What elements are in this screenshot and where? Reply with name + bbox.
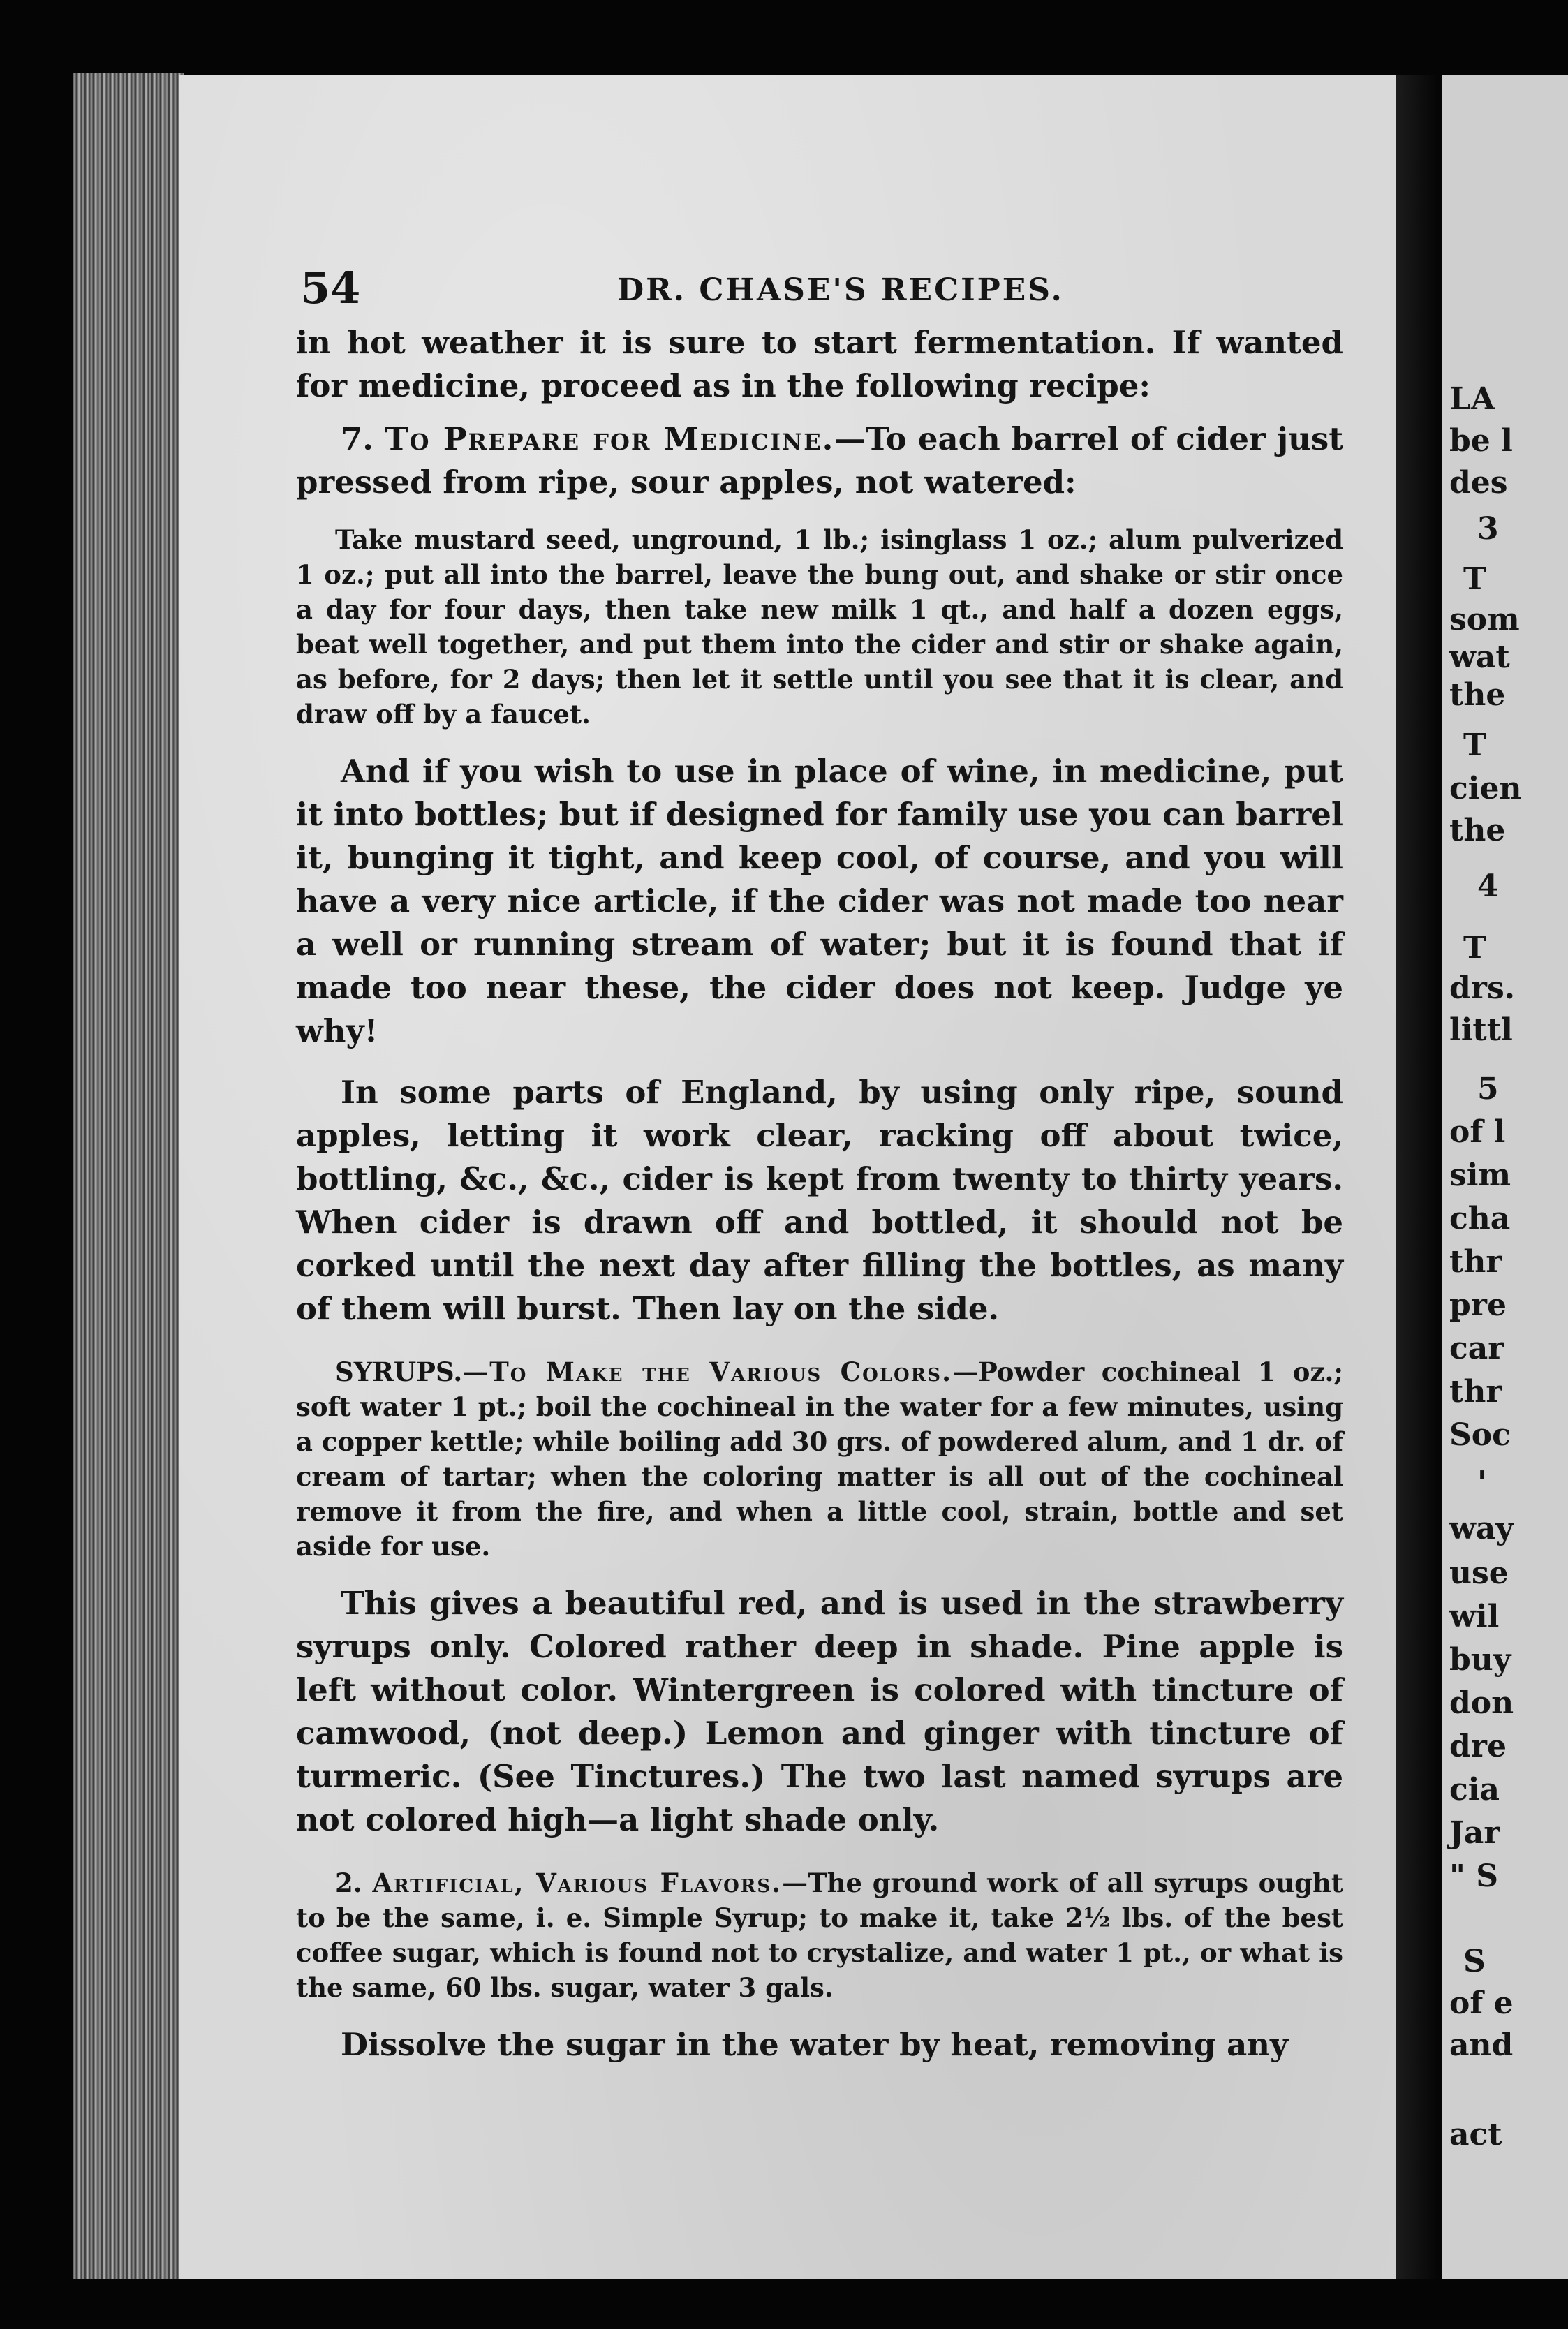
adjacent-fragment: 4 bbox=[1477, 868, 1499, 904]
adjacent-fragment: buy bbox=[1449, 1642, 1511, 1678]
page-edges bbox=[73, 73, 184, 2279]
adjacent-fragment: don bbox=[1449, 1685, 1514, 1721]
running-title: DR. CHASE'S RECIPES. bbox=[617, 272, 1064, 308]
paragraph-continuation: in hot weather it is sure to start fermentation. If wanted for medicine, proceed as in the following recipe: bbox=[296, 324, 1343, 404]
adjacent-fragment: cha bbox=[1449, 1201, 1511, 1236]
paragraph-england: In some parts of England, by using only ripe, sound apples, letting it work clear, racking off about twice, bottling, &c., &c., cider is kept from twenty to thirty years. When cider is drawn off and bottled, it should not be corked until the next day after filling the bottles, as many of them will burst. Then lay on the side. bbox=[296, 1074, 1343, 1327]
adjacent-fragment: drs. bbox=[1449, 970, 1516, 1006]
adjacent-fragment: som bbox=[1449, 602, 1520, 637]
adjacent-fragment: LA bbox=[1449, 381, 1495, 417]
adjacent-fragment: ' bbox=[1477, 1465, 1487, 1500]
adjacent-fragment: cien bbox=[1449, 771, 1522, 806]
gutter-shadow bbox=[1396, 75, 1438, 2279]
recipe-number: 2. bbox=[335, 1868, 362, 1898]
adjacent-fragment: of l bbox=[1449, 1114, 1506, 1150]
adjacent-fragment: car bbox=[1449, 1331, 1504, 1366]
recipe-7-instructions: Take mustard seed, unground, 1 lb.; isinglass 1 oz.; alum pulverized 1 oz.; put all into the barrel, leave the bung out, and shake or stir once a day for four days, then take new milk 1 qt., and half a dozen eggs, beat well together, and put them into the cider and stir or shake again, as before, for 2 days; then let it settle until you see that it is clear, and draw off by a faucet. bbox=[296, 524, 1343, 730]
adjacent-fragment: T bbox=[1463, 727, 1486, 763]
adjacent-fragment: the bbox=[1449, 677, 1506, 713]
adjacent-fragment: the bbox=[1449, 813, 1506, 848]
adjacent-fragment: thr bbox=[1449, 1244, 1502, 1280]
running-head bbox=[296, 263, 1343, 318]
adjacent-fragment: Jar bbox=[1449, 1815, 1500, 1851]
recipe-heading: To Prepare for Medicine. bbox=[385, 420, 835, 457]
adjacent-fragment: wil bbox=[1449, 1599, 1500, 1634]
adjacent-fragment: use bbox=[1449, 1555, 1509, 1591]
adjacent-fragment: and bbox=[1449, 2027, 1514, 2063]
recipe-intro: —To each barrel of cider just pressed from ripe, sour apples, not watered: bbox=[296, 420, 1343, 501]
adjacent-fragment: T bbox=[1463, 561, 1486, 597]
paragraph-wine-use: And if you wish to use in place of wine, in medicine, put it into bottles; but if designed for family use you can barrel it, bunging it tight, and keep cool, of course, and you will have a very nice article, if the cider was not made too near a well or running stream of water; but it is found that if made too near these, the cider does not keep. Judge ye why! bbox=[296, 753, 1343, 1049]
adjacent-fragment: act bbox=[1449, 2117, 1502, 2152]
adjacent-fragment: wat bbox=[1449, 639, 1510, 675]
adjacent-fragment: of e bbox=[1449, 1986, 1514, 2021]
adjacent-fragment: Soc bbox=[1449, 1417, 1511, 1453]
section-subheading: —To Make the Various Colors. bbox=[462, 1356, 952, 1387]
adjacent-fragment: T bbox=[1463, 930, 1486, 966]
adjacent-fragment: littl bbox=[1449, 1012, 1513, 1048]
adjacent-fragment: S bbox=[1463, 1944, 1486, 1979]
adjacent-fragment: pre bbox=[1449, 1287, 1507, 1323]
section-heading: SYRUPS. bbox=[335, 1356, 463, 1387]
syrups-section bbox=[296, 1354, 1343, 1564]
recipe-2 bbox=[296, 1865, 1343, 2005]
adjacent-fragment: be l bbox=[1449, 423, 1513, 459]
adjacent-fragment: des bbox=[1449, 465, 1508, 501]
recipe-text: —The ground work of all syrups ought to be the same, i. e. Simple Syrup; to make it, take 2½ lbs. of the best coffee sugar, which is found not to crystalize, and water 1 pt., or what is the same, 60 lbs. sugar, water 3 gals. bbox=[296, 1868, 1344, 2003]
adjacent-fragment: 3 bbox=[1477, 511, 1499, 547]
section-text: —Powder cochineal 1 oz.; soft water 1 pt.; boil the cochineal in the water for a few minutes, using a copper kettle; while boiling add 30 grs. of powdered alum, and 1 dr. of cream of tartar; when the coloring matter is all out of the cochineal remove it from the fire, and when a little cool, strain, bottle and set aside for use. bbox=[296, 1356, 1343, 1562]
paragraph-colors: This gives a beautiful red, and is used in the strawberry syrups only. Colored rather deep in shade. Pine apple is left without color. Wintergreen is colored with tincture of camwood, (not deep.) Lemon and ginger with tincture of turmeric. (See Tinctures.) The two last named syrups are not colored high—a light shade only. bbox=[296, 1585, 1343, 1838]
adjacent-fragment: thr bbox=[1449, 1374, 1502, 1410]
adjacent-fragment: " S bbox=[1449, 1858, 1499, 1894]
page-content bbox=[296, 263, 1343, 2066]
adjacent-fragment: way bbox=[1449, 1511, 1514, 1546]
recipe-heading: Artificial, Various Flavors. bbox=[372, 1868, 783, 1898]
adjacent-fragment: sim bbox=[1449, 1158, 1511, 1193]
recipe-7 bbox=[296, 417, 1343, 504]
paragraph-dissolve: Dissolve the sugar in the water by heat, removing any bbox=[341, 2026, 1289, 2063]
adjacent-fragment: 5 bbox=[1477, 1071, 1499, 1107]
adjacent-page bbox=[1442, 75, 1568, 2279]
adjacent-fragment: dre bbox=[1449, 1729, 1507, 1764]
page-number: 54 bbox=[300, 263, 361, 313]
recipe-number: 7. bbox=[341, 420, 373, 457]
adjacent-fragment: cia bbox=[1449, 1772, 1500, 1807]
